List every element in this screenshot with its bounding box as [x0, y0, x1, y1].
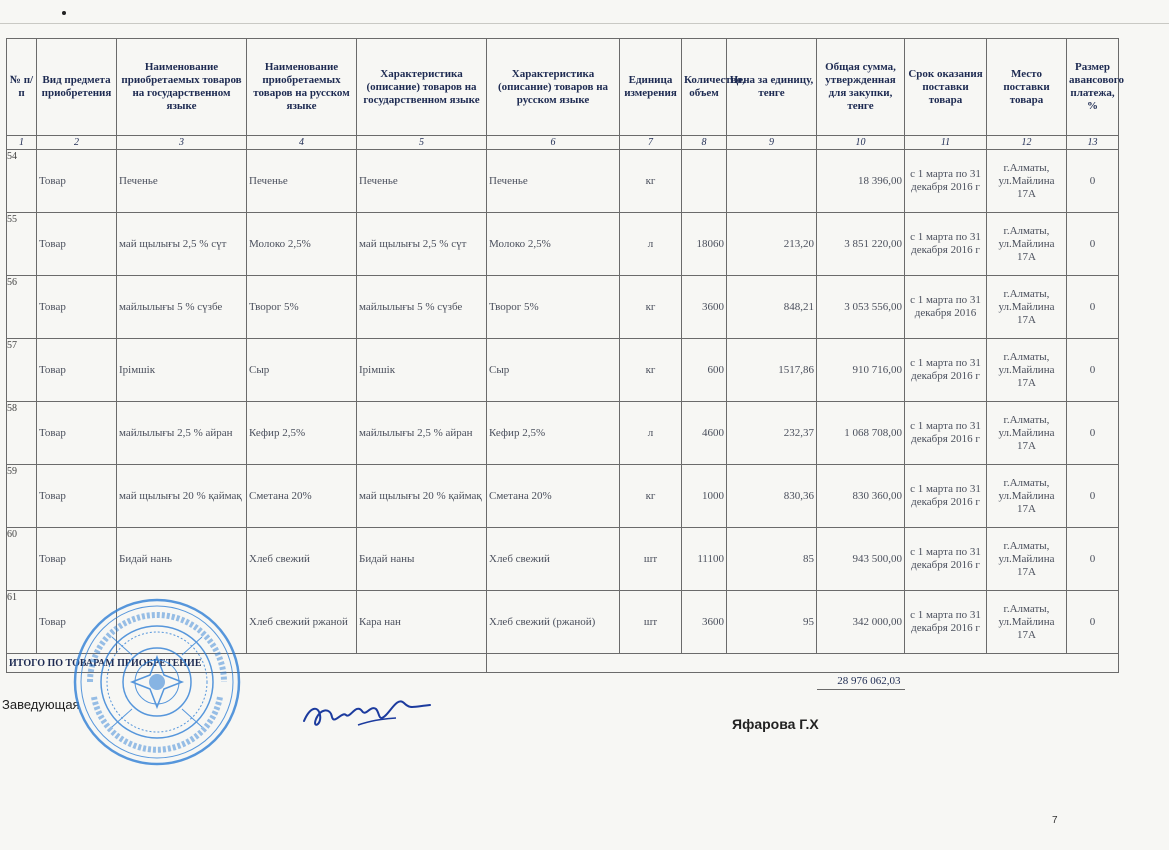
- column-number: 6: [487, 136, 620, 150]
- row-number-cell: [7, 465, 37, 528]
- cell-type: Товар: [37, 402, 117, 465]
- procurement-table: [6, 38, 1124, 690]
- grand-total-trailing: [905, 673, 1119, 690]
- cell-qty: 11100: [682, 528, 727, 591]
- header-cell: Вид предмета приобретения: [37, 39, 117, 136]
- column-number: 4: [247, 136, 357, 150]
- column-number: 3: [117, 136, 247, 150]
- column-number: 9: [727, 136, 817, 150]
- cell-qty: 18060: [682, 213, 727, 276]
- cell-char-kz: Кара нан: [357, 591, 487, 654]
- column-number: 13: [1067, 136, 1119, 150]
- cell-total: 3 053 556,00: [817, 276, 905, 339]
- cell-price: 232,37: [727, 402, 817, 465]
- cell-name-kz: майлылығы 2,5 % айран: [117, 402, 247, 465]
- cell-term: с 1 марта по 31 декабря 2016 г: [905, 213, 987, 276]
- cell-place: г.Алматы, ул.Майлина 17А: [987, 591, 1067, 654]
- cell-qty: [682, 150, 727, 213]
- cell-total: 910 716,00: [817, 339, 905, 402]
- column-number: 10: [817, 136, 905, 150]
- table-row: [7, 276, 1119, 339]
- cell-total: 342 000,00: [817, 591, 905, 654]
- cell-qty: 600: [682, 339, 727, 402]
- cell-qty: 1000: [682, 465, 727, 528]
- cell-qty: 3600: [682, 591, 727, 654]
- row-number-cell: [7, 213, 37, 276]
- cell-price: 830,36: [727, 465, 817, 528]
- cell-char-ru: Молоко 2,5%: [487, 213, 620, 276]
- cell-name-ru: Хлеб свежий ржаной: [247, 591, 357, 654]
- column-number: 8: [682, 136, 727, 150]
- table-row: [7, 465, 1119, 528]
- cell-place: г.Алматы, ул.Майлина 17А: [987, 276, 1067, 339]
- header-cell: Наименование приобретаемых товаров на русском языке: [247, 39, 357, 136]
- row-number: 58: [7, 403, 17, 414]
- row-number: 61: [7, 592, 17, 603]
- cell-unit: кг: [620, 339, 682, 402]
- cell-type: Товар: [37, 528, 117, 591]
- cell-place: г.Алматы, ул.Майлина 17А: [987, 465, 1067, 528]
- cell-unit: шт: [620, 591, 682, 654]
- column-number: 7: [620, 136, 682, 150]
- cell-place: г.Алматы, ул.Майлина 17А: [987, 150, 1067, 213]
- cell-advance: 0: [1067, 402, 1119, 465]
- cell-total: 830 360,00: [817, 465, 905, 528]
- header-cell: Срок оказания поставки товара: [905, 39, 987, 136]
- cell-qty: 4600: [682, 402, 727, 465]
- cell-name-ru: Сыр: [247, 339, 357, 402]
- row-number-cell: [7, 150, 37, 213]
- cell-total: 3 851 220,00: [817, 213, 905, 276]
- cell-char-kz: Ірімшік: [357, 339, 487, 402]
- header-cell: Наименование приобретаемых товаров на государственном языке: [117, 39, 247, 136]
- cell-advance: 0: [1067, 276, 1119, 339]
- header-cell: Место поставки товара: [987, 39, 1067, 136]
- row-number-cell: [7, 528, 37, 591]
- cell-name-ru: Сметана 20%: [247, 465, 357, 528]
- cell-name-kz: май щылығы 2,5 % сүт: [117, 213, 247, 276]
- cell-char-ru: Хлеб свежий: [487, 528, 620, 591]
- cell-term: с 1 марта по 31 декабря 2016 г: [905, 150, 987, 213]
- cell-price: 85: [727, 528, 817, 591]
- cell-term: с 1 марта по 31 декабря 2016 г: [905, 339, 987, 402]
- cell-name-kz: Печенье: [117, 150, 247, 213]
- cell-unit: шт: [620, 528, 682, 591]
- cell-name-kz: майлылығы 5 % сүзбе: [117, 276, 247, 339]
- header-cell: Характеристика (описание) товаров на государственном языке: [357, 39, 487, 136]
- cell-type: Товар: [37, 276, 117, 339]
- grand-total-value: 28 976 062,03: [817, 673, 905, 690]
- cell-term: с 1 марта по 31 декабря 2016 г: [905, 465, 987, 528]
- column-number: 11: [905, 136, 987, 150]
- cell-name-ru: Печенье: [247, 150, 357, 213]
- cell-char-ru: Сыр: [487, 339, 620, 402]
- cell-type: Товар: [37, 591, 117, 654]
- header-cell: Цена за единицу, тенге: [727, 39, 817, 136]
- header-row: [7, 39, 1119, 136]
- cell-total: 18 396,00: [817, 150, 905, 213]
- cell-advance: 0: [1067, 465, 1119, 528]
- header-cell: Единица измерения: [620, 39, 682, 136]
- row-number-cell: [7, 402, 37, 465]
- cell-total: 943 500,00: [817, 528, 905, 591]
- table-row: [7, 150, 1119, 213]
- cell-type: Товар: [37, 465, 117, 528]
- cell-price: 213,20: [727, 213, 817, 276]
- cell-term: с 1 марта по 31 декабря 2016: [905, 276, 987, 339]
- cell-type: Товар: [37, 213, 117, 276]
- row-number: 57: [7, 340, 17, 351]
- cell-name-kz: май щылығы 20 % қаймақ: [117, 465, 247, 528]
- cell-price: 848,21: [727, 276, 817, 339]
- cell-place: г.Алматы, ул.Майлина 17А: [987, 402, 1067, 465]
- table-row: [7, 339, 1119, 402]
- page-number: 7: [1052, 815, 1058, 826]
- column-number-row: [7, 136, 1119, 150]
- cell-total: 1 068 708,00: [817, 402, 905, 465]
- cell-name-ru: Молоко 2,5%: [247, 213, 357, 276]
- cell-char-kz: майлылығы 2,5 % айран: [357, 402, 487, 465]
- cell-char-kz: майлылығы 5 % сүзбе: [357, 276, 487, 339]
- cell-advance: 0: [1067, 339, 1119, 402]
- cell-name-ru: Хлеб свежий: [247, 528, 357, 591]
- cell-term: с 1 марта по 31 декабря 2016 г: [905, 591, 987, 654]
- handwritten-signature: [300, 685, 435, 735]
- procurement-table-sheet: [6, 38, 1124, 687]
- cell-char-ru: Хлеб свежий (ржаной): [487, 591, 620, 654]
- cell-name-ru: Кефир 2,5%: [247, 402, 357, 465]
- cell-term: с 1 марта по 31 декабря 2016 г: [905, 528, 987, 591]
- cell-char-kz: Печенье: [357, 150, 487, 213]
- cell-price: 95: [727, 591, 817, 654]
- column-number: 1: [7, 136, 37, 150]
- table-row: [7, 213, 1119, 276]
- header-cell: Характеристика (описание) товаров на русском языке: [487, 39, 620, 136]
- scan-speck: [62, 11, 66, 15]
- table-row: [7, 528, 1119, 591]
- cell-unit: л: [620, 213, 682, 276]
- row-number: 55: [7, 214, 17, 225]
- cell-char-kz: май щылығы 20 % қаймақ: [357, 465, 487, 528]
- cell-unit: кг: [620, 465, 682, 528]
- signer-name: Яфарова Г.Х: [732, 716, 819, 732]
- cell-place: г.Алматы, ул.Майлина 17А: [987, 528, 1067, 591]
- row-number: 59: [7, 466, 17, 477]
- header-cell: Количество, объем: [682, 39, 727, 136]
- header-cell: Размер авансового платежа, %: [1067, 39, 1119, 136]
- total-label: ИТОГО ПО ТОВАРАМ ПРИОБРЕТЕНИЕ: [7, 654, 487, 673]
- cell-unit: л: [620, 402, 682, 465]
- cell-name-kz: Бидай нань: [117, 528, 247, 591]
- cell-unit: кг: [620, 150, 682, 213]
- header-cell: № п/п: [7, 39, 37, 136]
- column-number: 5: [357, 136, 487, 150]
- cell-char-ru: Сметана 20%: [487, 465, 620, 528]
- cell-price: 1517,86: [727, 339, 817, 402]
- cell-advance: 0: [1067, 213, 1119, 276]
- cell-name-ru: Творог 5%: [247, 276, 357, 339]
- row-number-cell: [7, 591, 37, 654]
- row-number: 56: [7, 277, 17, 288]
- scan-top-edge: [0, 23, 1169, 24]
- official-round-stamp: [72, 597, 242, 767]
- row-number: 60: [7, 529, 17, 540]
- table-body: [7, 150, 1119, 654]
- cell-term: с 1 марта по 31 декабря 2016 г: [905, 402, 987, 465]
- cell-place: г.Алматы, ул.Майлина 17А: [987, 213, 1067, 276]
- cell-char-kz: май щылығы 2,5 % сүт: [357, 213, 487, 276]
- cell-advance: 0: [1067, 591, 1119, 654]
- cell-advance: 0: [1067, 150, 1119, 213]
- cell-char-ru: Творог 5%: [487, 276, 620, 339]
- row-number-cell: [7, 339, 37, 402]
- column-number: 2: [37, 136, 117, 150]
- cell-unit: кг: [620, 276, 682, 339]
- cell-place: г.Алматы, ул.Майлина 17А: [987, 339, 1067, 402]
- cell-name-kz: Ірімшік: [117, 339, 247, 402]
- row-number-cell: [7, 276, 37, 339]
- table-row: [7, 402, 1119, 465]
- row-number: 54: [7, 151, 17, 162]
- head-position-label: Заведующая: [2, 697, 80, 712]
- cell-price: [727, 150, 817, 213]
- cell-qty: 3600: [682, 276, 727, 339]
- total-row-empty: [487, 654, 1119, 673]
- header-cell: Общая сумма, утвержденная для закупки, тенге: [817, 39, 905, 136]
- cell-char-kz: Бидай наны: [357, 528, 487, 591]
- cell-type: Товар: [37, 150, 117, 213]
- cell-type: Товар: [37, 339, 117, 402]
- column-number: 12: [987, 136, 1067, 150]
- cell-char-ru: Кефир 2,5%: [487, 402, 620, 465]
- cell-advance: 0: [1067, 528, 1119, 591]
- cell-char-ru: Печенье: [487, 150, 620, 213]
